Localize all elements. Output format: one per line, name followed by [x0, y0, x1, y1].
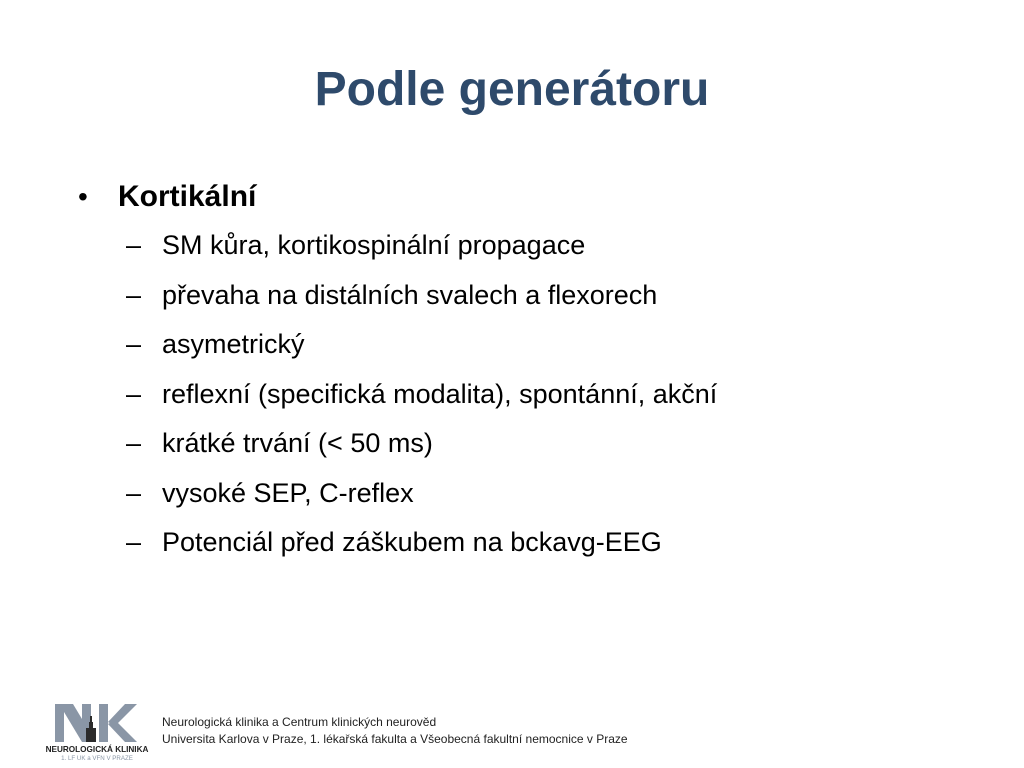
sub-item-text: Potenciál před záškubem na bckavg-EEG [162, 527, 662, 557]
dash-symbol: – [126, 428, 142, 458]
logo-text: NEUROLOGICKÁ KLINIKA [45, 745, 149, 754]
sub-item [78, 280, 978, 330]
logo-subtext: 1. LF UK a VFN V PRAZE [61, 755, 133, 762]
dash-symbol: – [126, 230, 142, 260]
sub-list [78, 230, 978, 577]
sub-item-text: SM kůra, kortikospinální propagace [162, 230, 586, 260]
sub-item [78, 329, 978, 379]
dash-symbol: – [126, 329, 142, 359]
clinic-logo [45, 700, 149, 762]
sub-item [78, 527, 978, 577]
sub-item-text: asymetrický [162, 329, 305, 359]
bullet-text: Kortikální [118, 180, 257, 213]
footer-text [162, 714, 628, 748]
sub-item-text: vysoké SEP, C-reflex [162, 477, 414, 508]
sub-item-text: reflexní (specifická modalita), spontánní, akční [162, 378, 718, 409]
sub-item [78, 379, 978, 429]
slide-content [78, 180, 978, 577]
sub-item [78, 478, 978, 528]
bullet-item [78, 180, 978, 230]
dash-symbol: – [126, 527, 142, 557]
slide-title: Podle generátoru [314, 63, 710, 116]
footer-line-1: Neurologická klinika a Centrum klinických neurověd [162, 715, 437, 729]
sub-item-text: krátké trvání (< 50 ms) [162, 428, 433, 458]
dash-symbol: – [126, 279, 142, 310]
sub-item [78, 230, 978, 280]
footer-line-2: Universita Karlova v Praze, 1. lékařská fakulta a Všeobecná fakultní nemocnice v Praze [162, 732, 628, 746]
dash-symbol: – [126, 378, 142, 409]
bullet-symbol: • [78, 181, 88, 212]
sub-item [78, 428, 978, 478]
dash-symbol: – [126, 477, 142, 508]
sub-item-text: převaha na distálních svalech a flexorech [162, 279, 658, 310]
